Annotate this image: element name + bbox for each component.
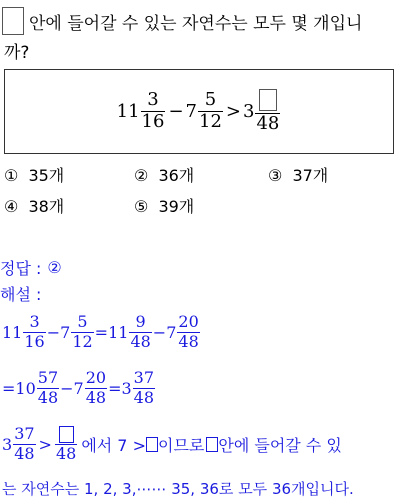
- choice-4[interactable]: [4, 194, 134, 217]
- choice-mark: ①: [4, 165, 19, 185]
- b-numerator: 5: [204, 89, 217, 111]
- c-whole: 3: [243, 100, 255, 122]
- minus-sign: −: [152, 322, 167, 342]
- choice-2[interactable]: [134, 163, 268, 186]
- s2-c-fraction: [133, 370, 155, 407]
- s2-a-fraction: [37, 370, 59, 407]
- choice-mark: ⑤: [134, 196, 149, 216]
- s1-d-den: 48: [178, 331, 199, 351]
- blank-box-icon: [59, 426, 74, 443]
- choice-mark: ④: [4, 196, 19, 216]
- s2-b-whole: 7: [73, 378, 84, 398]
- s3-text2: 이므로: [157, 435, 205, 455]
- question-line2: 까?: [4, 43, 30, 63]
- blank-box-icon: [259, 89, 277, 111]
- s3-a-den: 48: [14, 443, 35, 463]
- solution-block: [0, 254, 400, 306]
- choice-mark: ③: [268, 165, 283, 185]
- s1-c-fraction: [129, 314, 151, 351]
- s3-text1: 에서 7 >: [81, 435, 146, 455]
- minus-sign: −: [46, 322, 61, 342]
- s1-a-num: 3: [29, 312, 40, 331]
- equals-sign: =: [2, 378, 16, 398]
- s2-a-whole: 10: [15, 378, 36, 398]
- s1-a-den: 16: [24, 331, 45, 351]
- s2-b-den: 48: [85, 387, 107, 407]
- solution-step1: [2, 314, 201, 351]
- a-whole: 11: [116, 100, 140, 122]
- s2-a-num: 57: [37, 368, 59, 387]
- s3-a-num: 37: [14, 424, 35, 444]
- explanation-label: 해설 :: [0, 284, 42, 304]
- s2-c-whole: 3: [121, 378, 132, 398]
- question-block: [0, 4, 400, 63]
- c-denominator: 48: [256, 113, 280, 135]
- choice-label: 38개: [28, 196, 65, 216]
- greater-than-sign: >: [225, 100, 241, 122]
- choice-label: 35개: [28, 165, 65, 185]
- choice-label: 39개: [158, 196, 195, 216]
- choices: [4, 160, 400, 219]
- equals-sign: =: [94, 322, 109, 342]
- inequality: [117, 89, 282, 134]
- s3-a-fraction: [13, 426, 35, 463]
- s1-a-fraction: [23, 314, 45, 351]
- solution-step2: [2, 370, 156, 407]
- s1-b-den: 12: [72, 331, 93, 351]
- s3-b-fraction: [55, 426, 77, 463]
- s1-c-num: 9: [135, 312, 146, 331]
- s2-c-den: 48: [133, 387, 155, 407]
- b-denominator: 12: [199, 110, 222, 132]
- a-denominator: 16: [141, 110, 165, 132]
- expression-box: [4, 69, 394, 154]
- s2-b-fraction: [85, 370, 107, 407]
- s2-c-num: 37: [133, 368, 155, 387]
- a-numerator: 3: [147, 89, 159, 111]
- a-fraction: [141, 91, 166, 132]
- choice-label: 36개: [158, 165, 195, 185]
- s1-a-whole: 11: [2, 322, 23, 342]
- greater-than-sign: >: [38, 434, 52, 454]
- b-fraction: [198, 91, 223, 132]
- s1-b-fraction: [71, 314, 93, 351]
- s1-b-whole: 7: [60, 322, 71, 342]
- choice-5[interactable]: [134, 194, 194, 217]
- answer-box-icon: [2, 7, 24, 35]
- s1-c-whole: 11: [108, 322, 129, 342]
- choice-mark: ②: [134, 165, 149, 185]
- choice-3[interactable]: [268, 163, 328, 186]
- blank-box-icon: [206, 437, 218, 452]
- s2-b-num: 20: [85, 368, 107, 387]
- c-fraction: [255, 89, 280, 134]
- blank-box-icon: [146, 437, 158, 452]
- choice-1[interactable]: [4, 163, 134, 186]
- s1-c-den: 48: [130, 331, 151, 351]
- answer-mark: ②: [47, 257, 62, 277]
- solution-step3: [2, 426, 342, 463]
- solution-last-line: 는 자연수는 1, 2, 3,⋯⋯ 35, 36로 모두 36개입니다.: [2, 480, 354, 498]
- s1-b-num: 5: [77, 312, 88, 331]
- s3-b-den: 48: [55, 444, 77, 463]
- minus-sign: −: [60, 378, 74, 398]
- choice-label: 37개: [292, 165, 329, 185]
- answer-label: 정답 :: [0, 258, 42, 278]
- s1-d-num: 20: [178, 312, 199, 331]
- s2-a-den: 48: [37, 387, 59, 407]
- question-line1: 안에 들어갈 수 있는 자연수는 모두 몇 개입니: [29, 13, 363, 34]
- equals-sign: =: [108, 378, 122, 398]
- s3-text3: 안에 들어갈 수 있: [218, 435, 342, 455]
- s3-a-whole: 3: [2, 434, 13, 454]
- b-whole: 7: [185, 100, 197, 122]
- s1-d-fraction: [177, 314, 199, 351]
- minus-sign: −: [168, 100, 184, 122]
- s1-d-whole: 7: [166, 322, 177, 342]
